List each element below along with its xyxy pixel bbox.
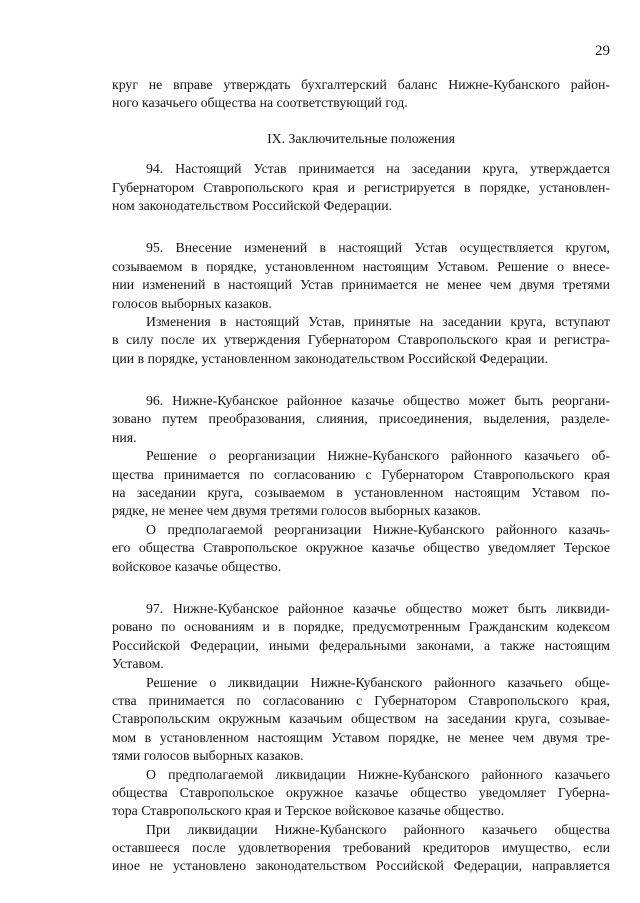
text-line: Изменения в настоящий Устав, принятые на заседании круга, вступают bbox=[146, 313, 610, 329]
text-line: нии изменений в настоящий Устав принимается не менее чем двумя третями bbox=[112, 277, 610, 293]
text-line: созываемом в порядке, установленном настоящим Уставом. Решение о внесе- bbox=[112, 258, 610, 274]
text-line: Ставропольским окружным казачьим обществом на заседании круга, созывае- bbox=[112, 711, 610, 727]
text-line: мом в установленном настоящим Уставом порядке, не менее чем двумя тре- bbox=[112, 729, 610, 745]
text-line: общества Ставропольское окружное казачье общество уведомляет Губерна- bbox=[112, 784, 610, 800]
text-line: его общества Ставропольское окружное казачье общество уведомляет Терское bbox=[112, 540, 610, 556]
text-line: щества принимается по согласованию с Губернатором Ставропольского края bbox=[112, 466, 610, 482]
text-line: в силу после их утверждения Губернатором Ставропольского края и регистра- bbox=[112, 332, 610, 348]
text-line: Решение о ликвидации Нижне-Кубанского районного казачьего обще- bbox=[146, 674, 610, 690]
text-line: круг не вправе утверждать бухгалтерский баланс Нижне-Кубанского район- bbox=[112, 77, 610, 92]
text-line: ства принимается по согласованию с Губернатором Ставропольского края, bbox=[112, 692, 610, 708]
text-line: О предполагаемой ликвидации Нижне-Кубанского районного казачьего bbox=[146, 766, 610, 782]
text-line: ного казачьего общества на соответствующий год. bbox=[112, 95, 408, 111]
text-line: Решение о реорганизации Нижне-Кубанского районного казачьего об- bbox=[146, 448, 610, 464]
text-line: 97. Нижне-Кубанское районное казачье общество может быть ликвиди- bbox=[146, 600, 610, 616]
document-body bbox=[112, 76, 610, 876]
section-heading: IX. Заключительные положения bbox=[267, 130, 455, 146]
text-line: Российской Федерации, иными федеральными законами, а также настоящим bbox=[112, 637, 610, 653]
text-line: тями голосов выборных казаков. bbox=[112, 748, 304, 764]
text-line: При ликвидации Нижне-Кубанского районного казачьего общества bbox=[146, 821, 610, 837]
text-line: Губернатором Ставропольского края и регистрируется в порядке, установлен- bbox=[112, 179, 610, 195]
text-line: ния. bbox=[112, 429, 137, 445]
text-line: О предполагаемой реорганизации Нижне-Кубанского районного казачь- bbox=[146, 521, 610, 537]
page-number: 29 bbox=[595, 43, 610, 59]
text-line: ции в порядке, установленном законодательством Российской Федерации. bbox=[112, 350, 548, 366]
text-line: голосов выборных казаков. bbox=[112, 295, 272, 311]
text-line: 95. Внесение изменений в настоящий Устав осуществляется кругом, bbox=[146, 240, 610, 256]
text-line: зовано путем преобразования, слияния, присоединения, выделения, разделе- bbox=[112, 411, 610, 427]
text-line: ровано по основаниям и в порядке, предусмотренным Гражданским кодексом bbox=[112, 619, 610, 635]
text-line: на заседании круга, созываемом в установленном настоящим Уставом по- bbox=[112, 485, 610, 501]
text-line: рядке, не менее чем двумя третями голосов выборных казаков. bbox=[112, 503, 481, 519]
text-line: 94. Настоящий Устав принимается на заседании круга, утверждается bbox=[146, 161, 610, 177]
text-line: Уставом. bbox=[112, 656, 164, 672]
text-line: иное не установлено законодательством Российской Федерации, направляется bbox=[112, 858, 610, 874]
text-line: войсковое казачье общество. bbox=[112, 558, 282, 574]
text-line: тора Ставропольского края и Терское войсковое казачье общество. bbox=[112, 803, 505, 819]
text-line: оставшееся после удовлетворения требований кредиторов имущество, если bbox=[112, 840, 610, 856]
text-line: ном законодательством Российской Федерации. bbox=[112, 197, 393, 213]
text-line: 96. Нижне-Кубанское районное казачье общество может быть реоргани- bbox=[146, 393, 610, 409]
